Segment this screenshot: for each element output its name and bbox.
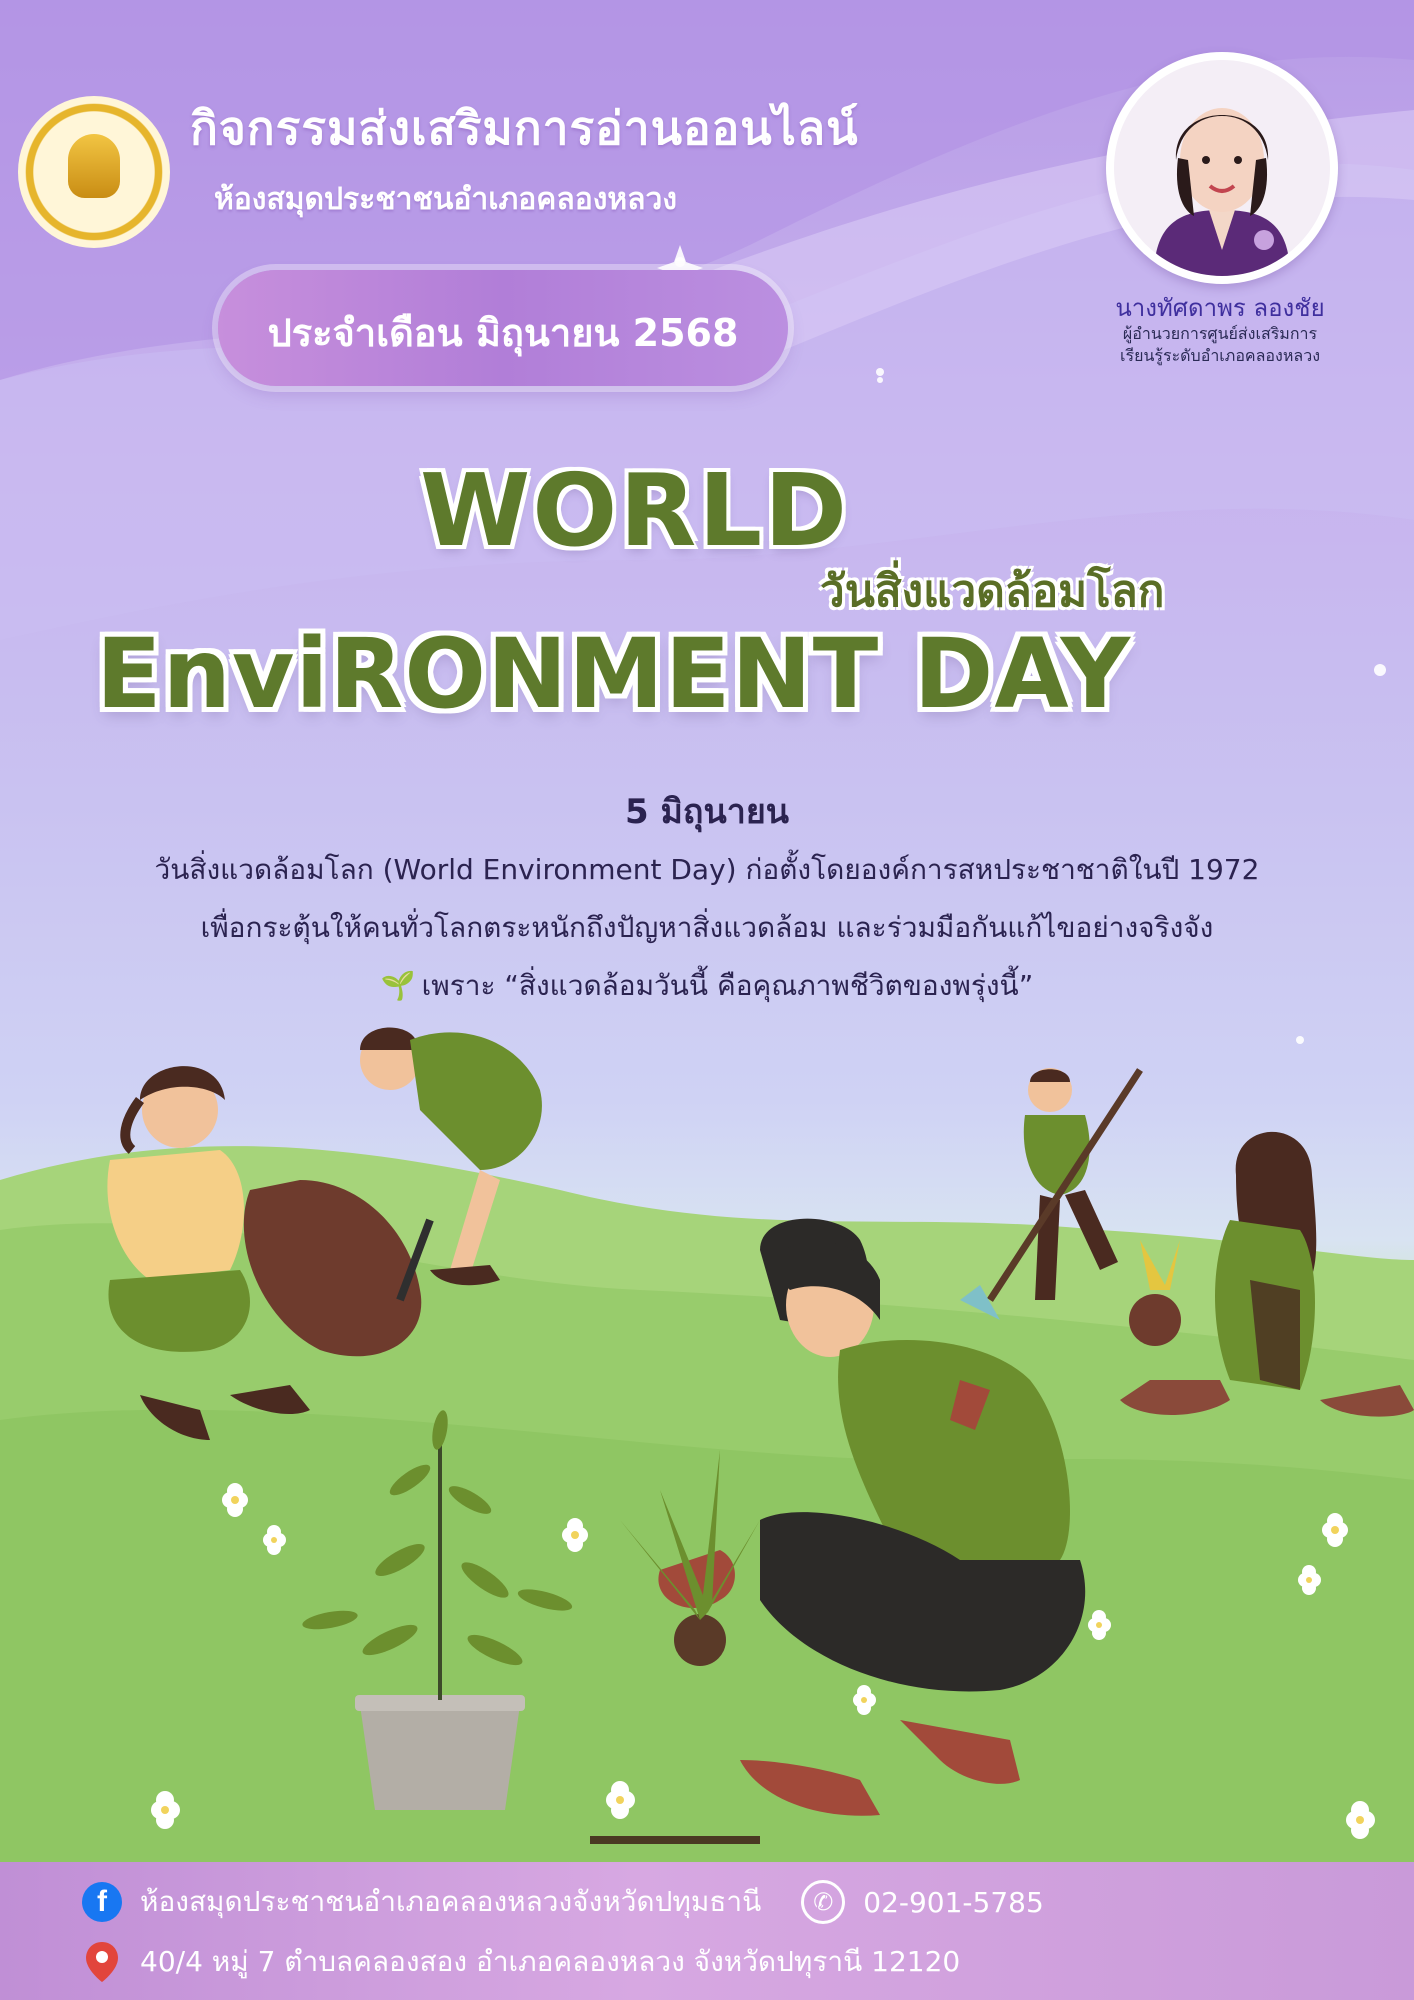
event-date: 5 มิถุนายน [625,792,789,832]
volunteer-planting-right [1120,1132,1414,1417]
facebook-page-link[interactable]: ห้องสมุดประชาชนอำเภอคลองหลวงจังหวัดปทุมธานี [140,1885,762,1918]
headline-environment-day: EnviRONMENT DAY [96,618,1131,730]
library-name: ห้องสมุดประชาชนอำเภอคลองหลวง [214,182,678,217]
headline-world: WORLD [420,452,850,569]
volunteer-planting-center [590,1219,1085,1840]
footer-bar [0,1862,1414,2000]
activity-title: กิจกรรมส่งเสริมการอ่านออนไลน์ [190,101,859,155]
sprout-icon: 🌱 [380,969,416,1002]
director-role-line1: ผู้อำนวยการศูนย์ส่งเสริมการ [1122,324,1318,343]
headline-thai: วันสิ่งแวดล้อมโลก [820,566,1165,617]
director-name: นางทัศดาพร ลองชัย [1115,294,1325,322]
volunteer-collecting-trash [107,1066,421,1440]
director-role-line2: เรียนรู้ระดับอำเภอคลองหลวง [1120,346,1320,365]
quote-text: เพราะ “สิ่งแวดล้อมวันนี้ คือคุณภาพชีวิตของพรุ่งนี้” [421,969,1034,1002]
description-line-2: เพื่อกระตุ้นให้คนทั่วโลกตระหนักถึงปัญหาสิ่งแวดล้อม และร่วมมือกันแก้ไขอย่างจริงจัง [200,911,1214,944]
month-label: ประจำเดือน มิถุนายน 2568 [267,311,739,355]
description-line-1: วันสิ่งแวดล้อมโลก (World Environment Day) ก่อตั้งโดยองค์การสหประชาชาติในปี 1972 [154,853,1260,886]
facebook-icon[interactable]: f [82,1882,122,1922]
address-text: 40/4 หมู่ 7 ตำบลคลองสอง อำเภอคลองหลวง จังหวัดปทุรานี 12120 [140,1945,961,1978]
location-pin-icon [82,1940,122,1984]
potted-plant [301,1409,574,1810]
phone-number[interactable]: 02-901-5785 [863,1885,1044,1919]
volunteer-raking [960,1068,1140,1320]
footer-address-row [82,1940,960,1984]
phone-icon: ✆ [801,1880,845,1924]
footer-contact-row [82,1880,1044,1924]
